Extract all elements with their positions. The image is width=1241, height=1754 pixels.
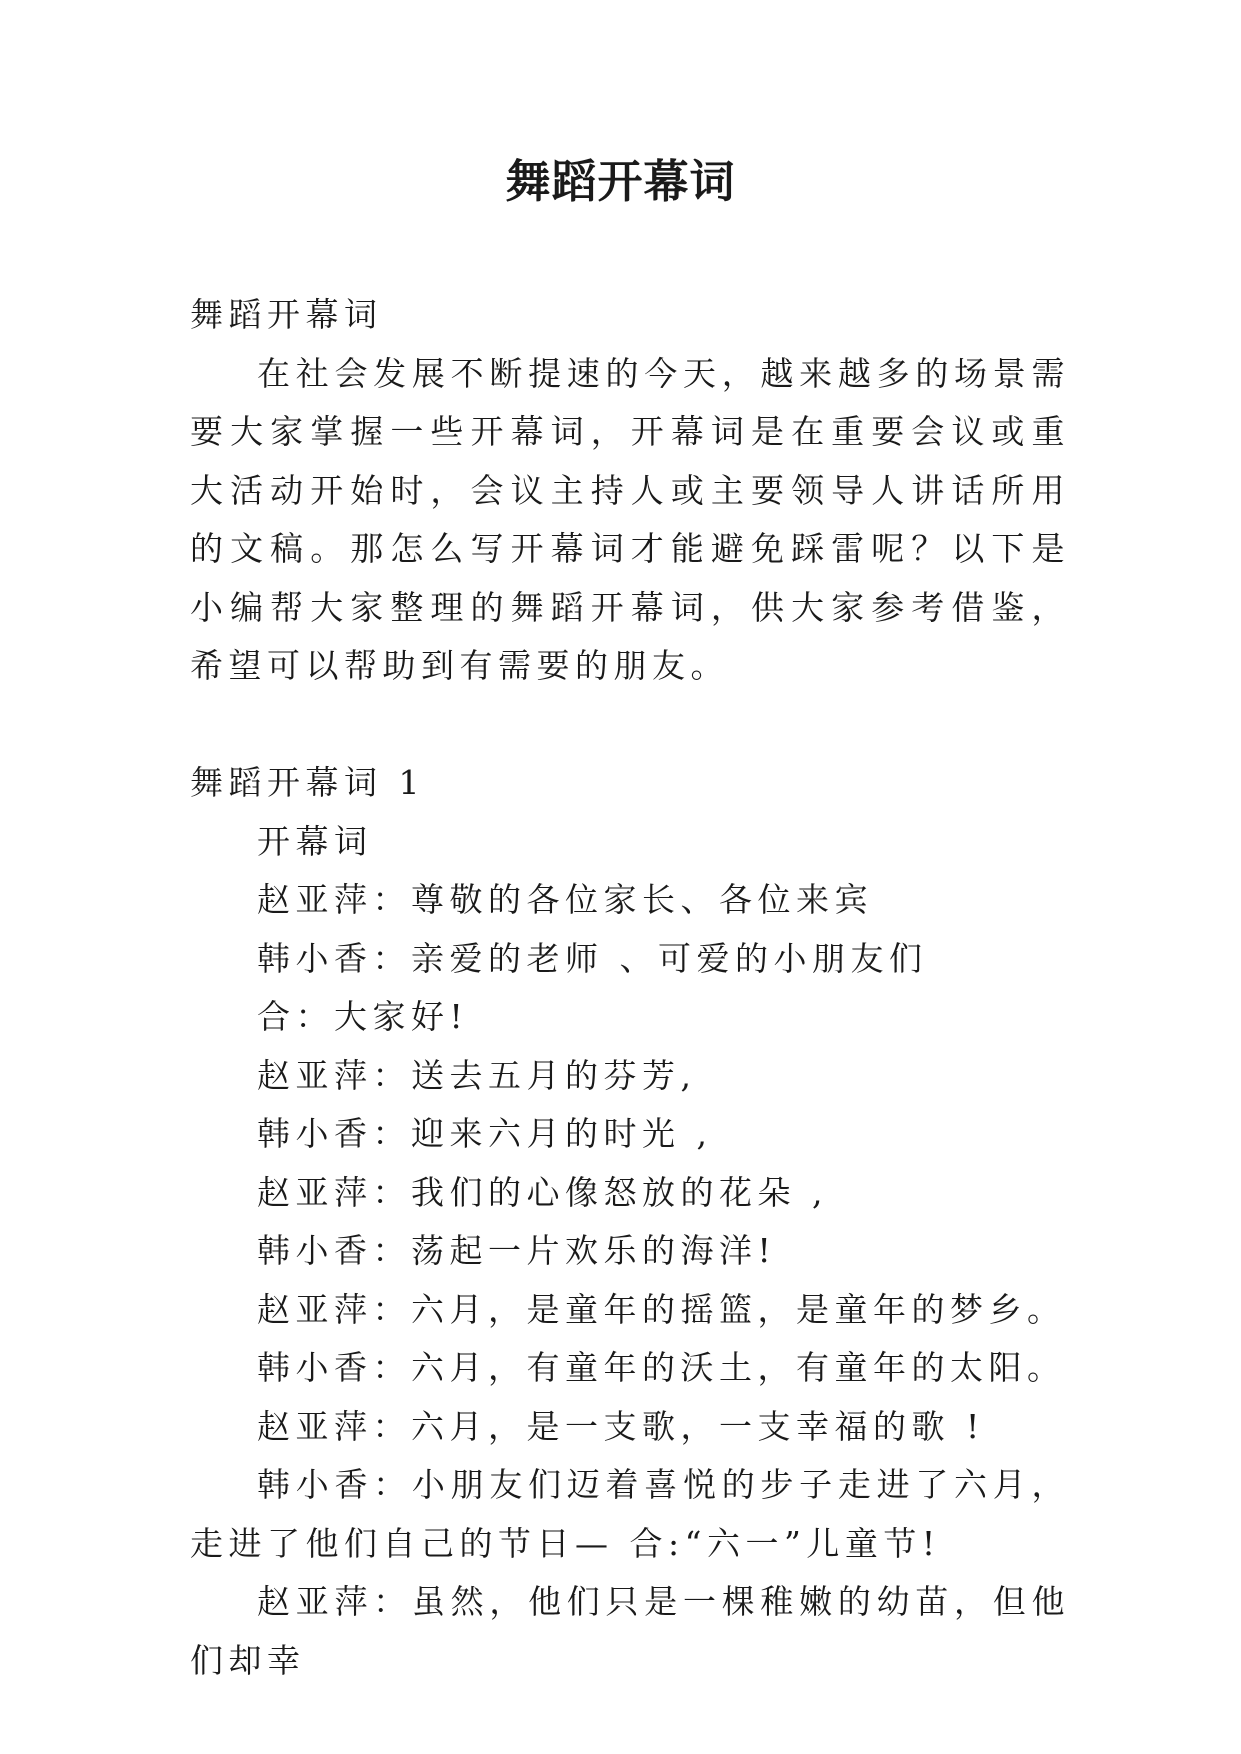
speech-line: 赵亚萍：六月，是童年的摇篮，是童年的梦乡。 xyxy=(257,1289,1066,1329)
intro-paragraph: 在社会发展不断提速的今天，越来越多的场景需要大家掌握一些开幕词，开幕词是在重要会议或重大活动开始时，会议主持人或主要领导人讲话所用的文稿。那怎么写开幕词才能避免踩雷呢？以下是小编帮大家整理的舞蹈开幕词，供大家参考借鉴，希望可以帮助到有需要的朋友。 xyxy=(190,353,1070,685)
speech-line: 韩小香：迎来六月的时光 , xyxy=(257,1114,713,1153)
paragraph-spacer xyxy=(190,696,1070,755)
speech-line: 开幕词 xyxy=(257,821,373,861)
document-body xyxy=(190,286,1070,1690)
section-heading: 舞蹈开幕词 1 xyxy=(190,763,425,802)
document-subtitle: 舞蹈开幕词 xyxy=(190,295,383,334)
speech-line: 韩小香：六月，有童年的沃土，有童年的太阳。 xyxy=(257,1348,1066,1387)
document-title: 舞蹈开幕词 xyxy=(505,155,736,208)
speech-line: 赵亚萍：送去五月的芬芳, xyxy=(257,1055,697,1095)
speech-line: 韩小香：小朋友们迈着喜悦的步子走进了六月，走进了他们自己的节日— 合:“六一”儿童节! xyxy=(190,1465,1070,1563)
speech-line: 韩小香：亲爱的老师 、可爱的小朋友们 xyxy=(257,938,928,978)
speech-line: 合：大家好! xyxy=(257,997,469,1036)
speech-line: 赵亚萍：虽然，他们只是一棵稚嫩的幼苗，但他们却幸 xyxy=(190,1582,1070,1680)
speech-line: 赵亚萍：六月，是一支歌，一支幸福的歌 ! xyxy=(257,1406,985,1446)
speech-line: 赵亚萍：我们的心像怒放的花朵 , xyxy=(257,1172,828,1212)
speech-line: 韩小香：荡起一片欢乐的海洋! xyxy=(257,1231,777,1270)
speech-line: 赵亚萍：尊敬的各位家长、各位来宾 xyxy=(257,880,873,919)
